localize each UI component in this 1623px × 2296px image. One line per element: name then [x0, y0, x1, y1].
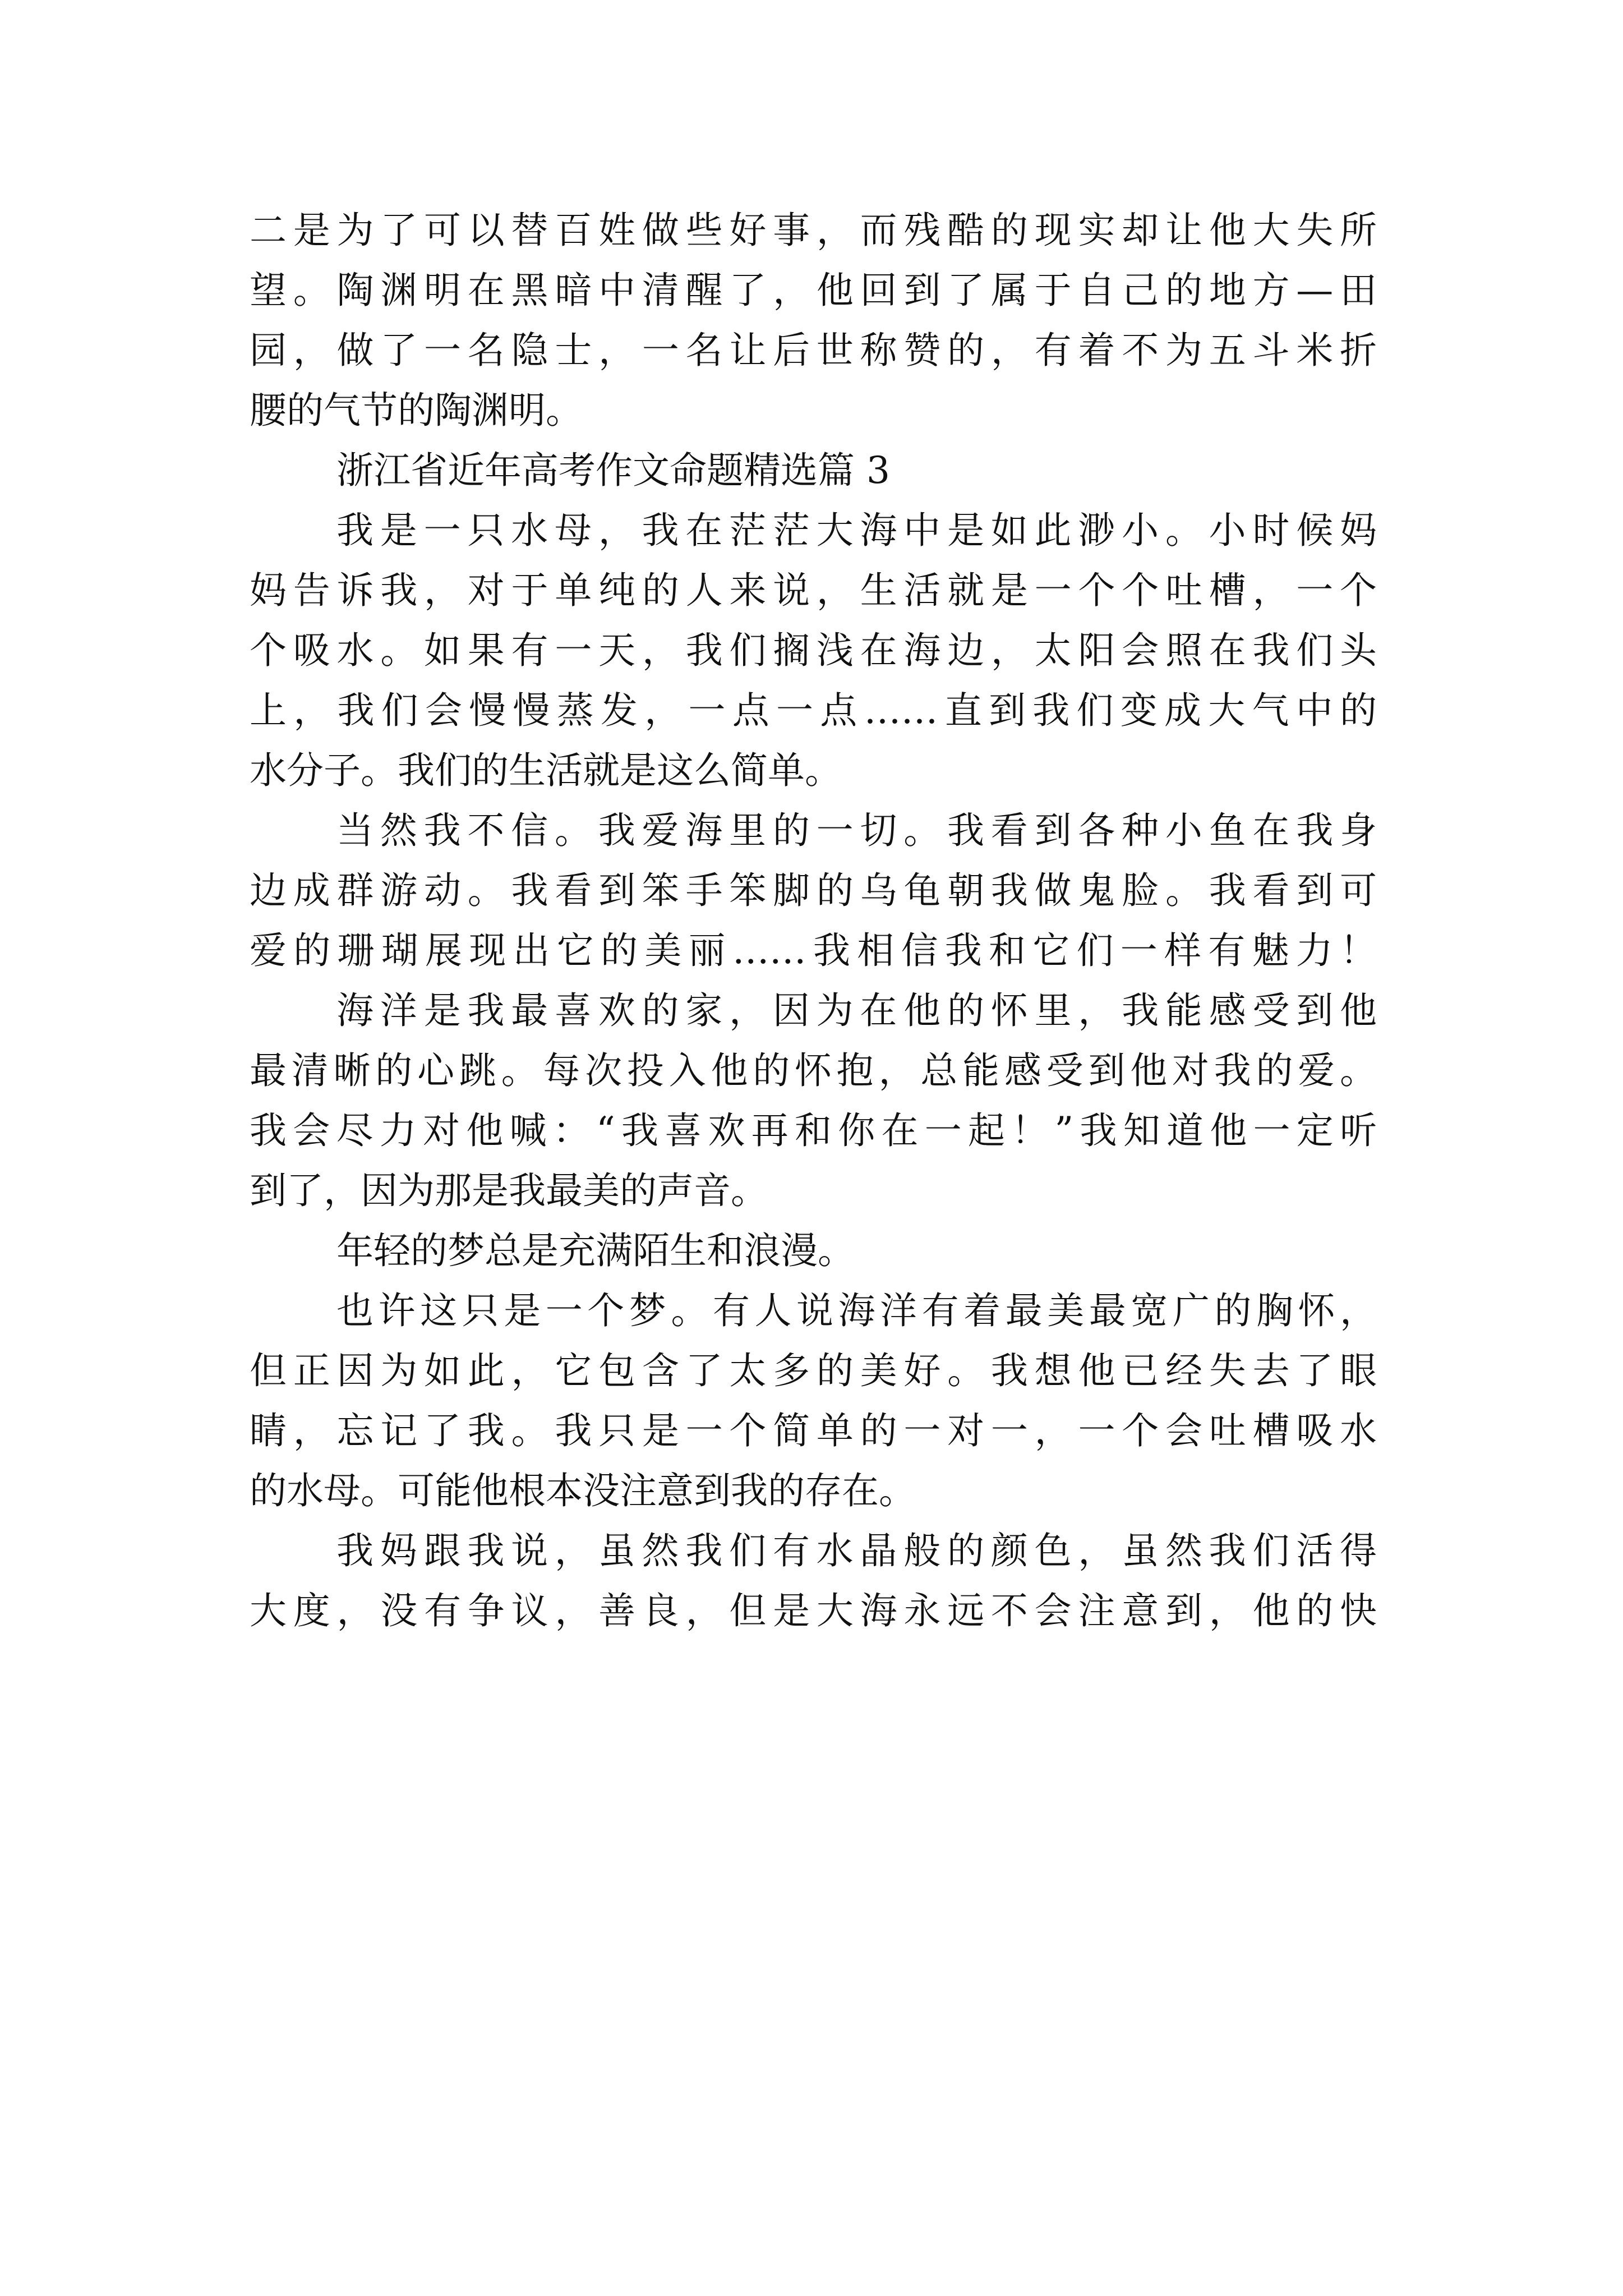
text-line: 妈告诉我，对于单纯的人来说，生活就是一个个吐槽，一个 [250, 569, 1377, 612]
text-line: 我妈跟我说，虽然我们有水晶般的颜色，虽然我们活得 [336, 1529, 1377, 1572]
text-line: 望。陶渊明在黑暗中清醒了，他回到了属于自己的地方—田 [250, 269, 1377, 312]
text-line: 我会尽力对他喊：“我喜欢再和你在一起！”我知道他一定听 [250, 1109, 1377, 1152]
text-line: 园，做了一名隐士，一名让后世称赞的，有着不为五斗米折 [250, 329, 1377, 372]
section-heading: 浙江省近年高考作文命题精选篇 3 [336, 449, 890, 492]
text-line: 年轻的梦总是充满陌生和浪漫。 [336, 1229, 855, 1272]
text-line: 海洋是我最喜欢的家，因为在他的怀里，我能感受到他 [336, 989, 1377, 1032]
text-line: 腰的气节的陶渊明。 [250, 389, 583, 432]
text-line: 大度，没有争议，善良，但是大海永远不会注意到，他的快 [250, 1589, 1377, 1632]
text-line: 当然我不信。我爱海里的一切。我看到各种小鱼在我身 [336, 809, 1377, 852]
text-line: 二是为了可以替百姓做些好事，而残酷的现实却让他大失所 [250, 209, 1377, 252]
text-line: 但正因为如此，它包含了太多的美好。我想他已经失去了眼 [250, 1349, 1377, 1392]
text-line: 边成群游动。我看到笨手笨脚的乌龟朝我做鬼脸。我看到可 [250, 869, 1377, 912]
text-line: 最清晰的心跳。每次投入他的怀抱，总能感受到他对我的爱。 [250, 1049, 1377, 1092]
text-line: 的水母。可能他根本没注意到我的存在。 [250, 1469, 916, 1512]
text-line: 也许这只是一个梦。有人说海洋有着最美最宽广的胸怀， [336, 1289, 1377, 1332]
text-line: 个吸水。如果有一天，我们搁浅在海边，太阳会照在我们头 [250, 629, 1377, 672]
text-line: 我是一只水母，我在茫茫大海中是如此渺小。小时候妈 [336, 509, 1377, 552]
text-line: 爱的珊瑚展现出它的美丽……我相信我和它们一样有魅力！ [250, 929, 1377, 972]
text-line: 到了，因为那是我最美的声音。 [250, 1169, 768, 1212]
text-line: 上，我们会慢慢蒸发，一点一点……直到我们变成大气中的 [250, 689, 1377, 732]
text-line: 水分子。我们的生活就是这么简单。 [250, 749, 842, 792]
text-line: 睛，忘记了我。我只是一个简单的一对一，一个会吐槽吸水 [250, 1409, 1377, 1452]
